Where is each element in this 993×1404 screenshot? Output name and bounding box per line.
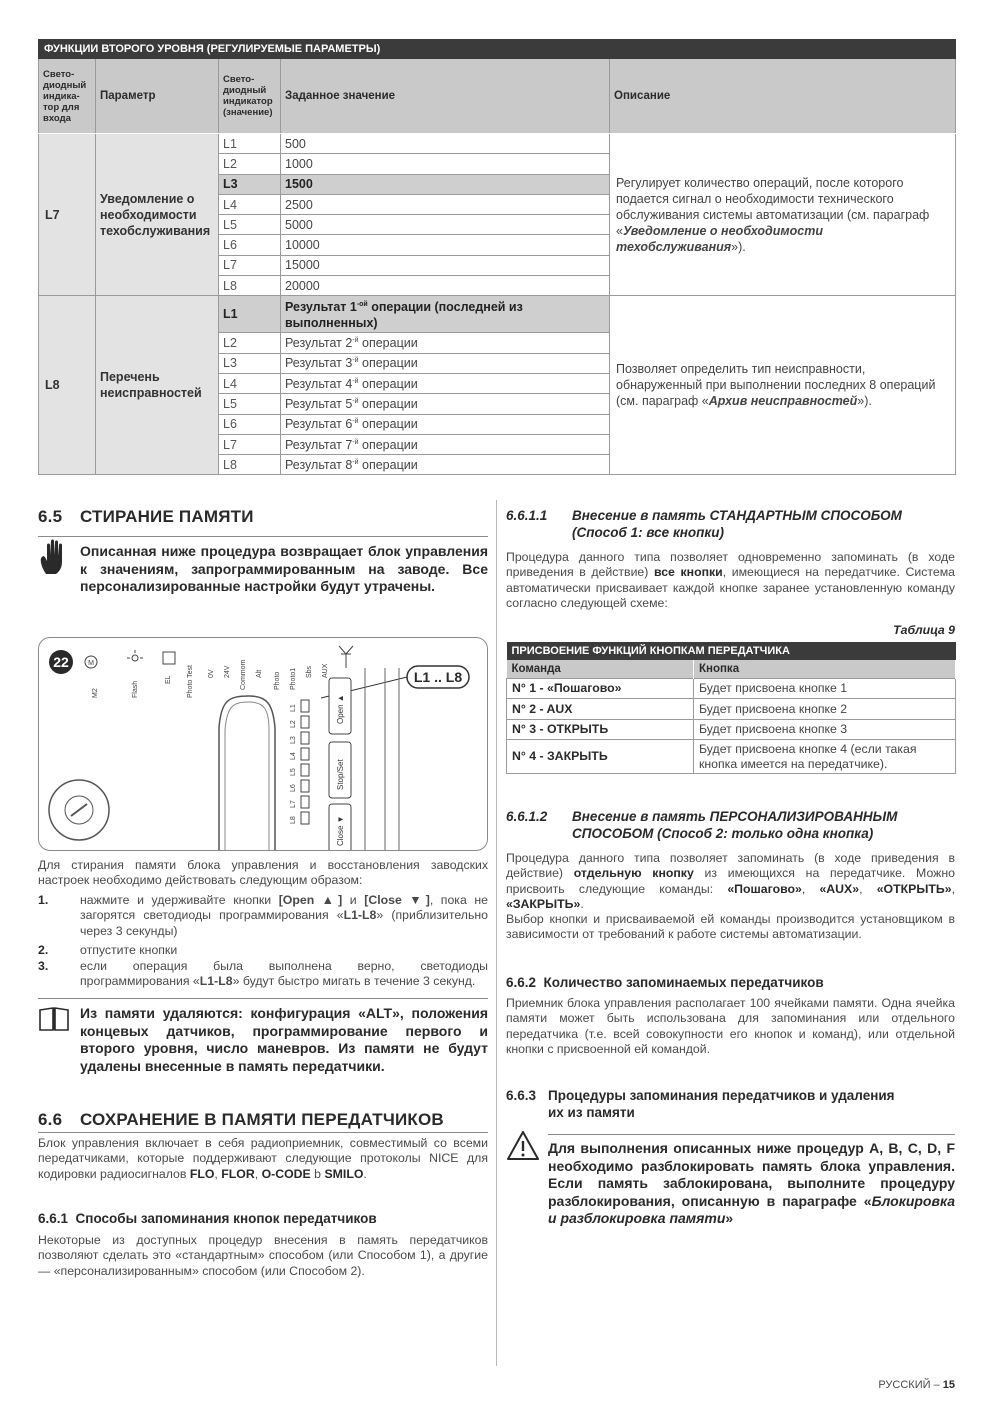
led-input-label: L8 xyxy=(39,296,96,475)
button-cell: Будет присвоена кнопке 3 xyxy=(694,719,956,740)
terminal-label: EL xyxy=(165,675,172,684)
led-code: L7 xyxy=(219,255,281,275)
heading-rule xyxy=(38,536,488,537)
terminal-label: M2 xyxy=(92,688,99,698)
set-value: Результат $8^{-й}$ операции xyxy=(281,455,610,475)
led-code: L2 xyxy=(219,333,281,353)
param-name: Перечень неисправностей xyxy=(96,296,219,475)
table-9-title: ПРИСВОЕНИЕ ФУНКЦИЙ КНОПКАМ ПЕРЕДАТЧИКА xyxy=(507,642,956,660)
set-value: 15000 xyxy=(281,255,610,275)
set-value: Результат $5^{-й}$ операции xyxy=(281,394,610,414)
set-value: 5000 xyxy=(281,215,610,235)
header-description: Описание xyxy=(610,59,956,134)
section-6-6-1-body: Некоторые из доступных процедур внесения в память передатчиков позволяют сделать это «стандартным» способом (или Способом 1), а другие — «персонализированным» способом (или Способом 2). xyxy=(38,1233,488,1278)
section-6-6-3-heading: 6.6.3 Процедуры запоминания передатчиков и удаления их из памяти xyxy=(506,1088,895,1120)
terminal-label: Flash xyxy=(132,680,139,698)
table-row xyxy=(39,134,956,154)
list-item: 2. отпустите кнопки xyxy=(38,943,178,957)
led-code: L1 xyxy=(219,134,281,154)
set-value: Результат $2^{-й}$ операции xyxy=(281,333,610,353)
led-label: L6 xyxy=(290,784,297,792)
command-cell: N° 1 - «Пошагово» xyxy=(507,678,694,699)
table-title: ФУНКЦИИ ВТОРОГО УРОВНЯ (РЕГУЛИРУЕМЫЕ ПАРАМЕТРЫ) xyxy=(39,40,956,59)
table-row xyxy=(507,678,956,699)
led-code: L6 xyxy=(219,235,281,255)
led-code: L1 xyxy=(219,296,281,333)
book-icon xyxy=(38,1006,70,1032)
figure-number: 22 xyxy=(53,654,69,670)
terminal-label: 0V xyxy=(208,669,215,678)
button-label: Close ▼ xyxy=(336,815,345,846)
set-value: Результат $3^{-й}$ операции xyxy=(281,353,610,373)
heading-rule xyxy=(38,1132,488,1133)
hand-icon xyxy=(38,538,72,576)
led-code: L8 xyxy=(219,455,281,475)
set-value: Результат $1^{-ой}$ операции (последней из выполненных) xyxy=(281,296,610,333)
param-name: Уведомление о необходимости техобслуживания xyxy=(96,134,219,296)
led-label: L4 xyxy=(290,752,297,760)
memory-warning-text: Для выполнения описанных ниже процедур A, B, C, D, F необходимо разблокировать память блока управления. Если память заблокирована, выполните процедуру разблокирования, описанную в параграфе «Блокировка и разблокировка памяти» xyxy=(548,1140,955,1226)
led-code: L3 xyxy=(219,353,281,373)
section-6-6-1-2-heading: 6.6.1.2 Внесение в память ПЕРСОНАЛИЗИРОВАННЫМ СПОСОБОМ (Способ 2: только одна кнопка) xyxy=(506,809,898,841)
section-6-6-1-1-body: Процедура данного типа позволяет одновременно запоминать (в ходе приведения в действие) все кнопки, имеющиеся на передатчике. Система автоматически присваивает каждой кнопке заранее установленную команду согласно следующей схеме: xyxy=(506,550,955,610)
led-code: L8 xyxy=(219,276,281,296)
led-label: L1 xyxy=(290,704,297,712)
led-code: L3 xyxy=(219,174,281,194)
set-value: Результат $7^{-й}$ операции xyxy=(281,434,610,454)
section-6-6-body: Блок управления включает в себя радиоприемник, совместимый со всеми передатчиками, которые поддерживают следующие протоколы NICE для кодировки радиосигналов FLO, FLOR, O-CODE b SMILO. xyxy=(38,1136,488,1181)
led-label: L7 xyxy=(290,800,297,808)
page-footer: РУССКИЙ – 15 xyxy=(878,1379,955,1391)
button-label: Stop/Set xyxy=(336,759,345,790)
section-6-6-heading: 6.6 СОХРАНЕНИЕ В ПАМЯТИ ПЕРЕДАТЧИКОВ xyxy=(38,1110,444,1129)
set-value: 1000 xyxy=(281,154,610,174)
led-code: L4 xyxy=(219,194,281,214)
button-cell: Будет присвоена кнопке 1 xyxy=(694,678,956,699)
header-led-value: Свето- диодный индикатор (значение) xyxy=(219,59,281,134)
led-code: L6 xyxy=(219,414,281,434)
transmitter-buttons-table xyxy=(506,642,956,774)
section-6-6-1-1-heading: 6.6.1.1 Внесение в память СТАНДАРТНЫМ СПОСОБОМ (Способ 1: все кнопки) xyxy=(506,508,902,540)
note-rule xyxy=(38,998,488,999)
table-row xyxy=(507,699,956,720)
table-row xyxy=(39,296,956,333)
control-board-figure xyxy=(38,637,488,851)
warning-text: Описанная ниже процедура возвращает блок управления к значениям, запрограммированным на заводе. Все персонализированные настройки будут утрачены. xyxy=(80,543,488,594)
header-param: Параметр xyxy=(96,59,219,134)
led-label: L2 xyxy=(290,720,297,728)
terminal-label: AUX xyxy=(322,663,329,678)
list-item: 3. если операция была выполнена верно, светодиоды программирования «L1-L8» будут быстро мигать в течение 3 секунд. xyxy=(38,959,488,989)
led-label: L8 xyxy=(290,816,297,824)
column-header: Команда xyxy=(507,660,694,678)
set-value: Результат $6^{-й}$ операции xyxy=(281,414,610,434)
set-value: 2500 xyxy=(281,194,610,214)
command-cell: N° 4 - ЗАКРЫТЬ xyxy=(507,740,694,774)
section-6-6-1-2-body: Процедура данного типа позволяет запоминать (в ходе приведения в действие) отдельную кнопку из имеющихся на передатчике. Можно присвоить следующие команды: «Пошагово», «AUX», «ОТКРЫТЬ», «ЗАКРЫТЬ». Выбор кнопки и присваиваемой ей команды производится установщиком в зависимости от требований к работе системы автоматизации. xyxy=(506,851,955,942)
set-value: 500 xyxy=(281,134,610,154)
led-code: L2 xyxy=(219,154,281,174)
terminal-label: Photo1 xyxy=(290,667,297,690)
button-cell: Будет присвоена кнопке 2 xyxy=(694,699,956,720)
button-cell: Будет присвоена кнопке 4 (если такая кнопка имеется на передатчике). xyxy=(694,740,956,774)
led-badge: L1 .. L8 xyxy=(413,669,463,685)
terminal-label: Photo Test xyxy=(187,665,194,698)
command-cell: N° 3 - ОТКРЫТЬ xyxy=(507,719,694,740)
table-row xyxy=(507,719,956,740)
section-6-6-2-body: Приемник блока управления располагает 100 ячейками памяти. Одна ячейка памяти может быть использована для запоминания или отдельного передатчика (т.е. всей совокупности его кнопок и команд), или отдельной кнопки с присвоенной ей командой. xyxy=(506,996,955,1056)
led-code: L5 xyxy=(219,215,281,235)
led-code: L5 xyxy=(219,394,281,414)
set-value: 1500 xyxy=(281,174,610,194)
erase-intro: Для стирания памяти блока управления и восстановления заводских настроек необходимо действовать следующим образом: xyxy=(38,858,488,888)
list-item: 1. нажмите и удерживайте кнопки [Open ▲] и [Close ▼], пока не загорятся светодиоды программирования «L1-L8» (приблизительно через 3 секунды) xyxy=(38,893,488,938)
section-6-6-1-heading: 6.6.1 Способы запоминания кнопок передатчиков xyxy=(38,1211,377,1226)
table-9-caption: Таблица 9 xyxy=(893,623,955,637)
board-drawing xyxy=(39,638,488,851)
button-label: Open ▲ xyxy=(336,694,345,724)
led-label: L5 xyxy=(290,768,297,776)
led-code: L4 xyxy=(219,373,281,393)
header-set-value: Заданное значение xyxy=(281,59,610,134)
description: Позволяет определить тип неисправности, обнаруженный при выполнении последних 8 операций (см. параграф «Архив неисправностей»). xyxy=(610,296,956,475)
warning-icon xyxy=(506,1130,540,1162)
terminal-label: 24V xyxy=(224,665,231,678)
header-led-input: Свето- диодный индика- тор для входа xyxy=(39,59,96,134)
set-value: Результат $4^{-й}$ операции xyxy=(281,373,610,393)
section-6-5-heading: 6.5 СТИРАНИЕ ПАМЯТИ xyxy=(38,507,254,526)
terminal-label: Alt xyxy=(256,669,263,678)
warning-rule xyxy=(548,1134,955,1135)
command-cell: N° 2 - AUX xyxy=(507,699,694,720)
column-divider xyxy=(496,500,497,1366)
description: Регулирует количество операций, после которого подается сигнал о необходимости технического обслуживания системы автоматизации (см. параграф «Уведомление о необходимости техобслуживания»). xyxy=(610,134,956,296)
terminal-label: Photo xyxy=(274,671,281,690)
note-text: Из памяти удаляются: конфигурация «ALT», положения концевых датчиков, программирование первого и второго уровня, число маневров. Из памяти не будут удалены внесенные в память передатчики. xyxy=(80,1005,488,1074)
parameters-table xyxy=(38,39,956,475)
terminal-label: Sbs xyxy=(306,665,313,678)
section-6-6-2-heading: 6.6.2 Количество запоминаемых передатчиков xyxy=(506,975,824,990)
led-label: L3 xyxy=(290,736,297,744)
table-row xyxy=(507,740,956,774)
column-header: Кнопка xyxy=(694,660,956,678)
set-value: 10000 xyxy=(281,235,610,255)
svg-text:M: M xyxy=(88,660,94,667)
set-value: 20000 xyxy=(281,276,610,296)
led-input-label: L7 xyxy=(39,134,96,296)
led-code: L7 xyxy=(219,434,281,454)
terminal-label: Commom xyxy=(240,659,247,690)
